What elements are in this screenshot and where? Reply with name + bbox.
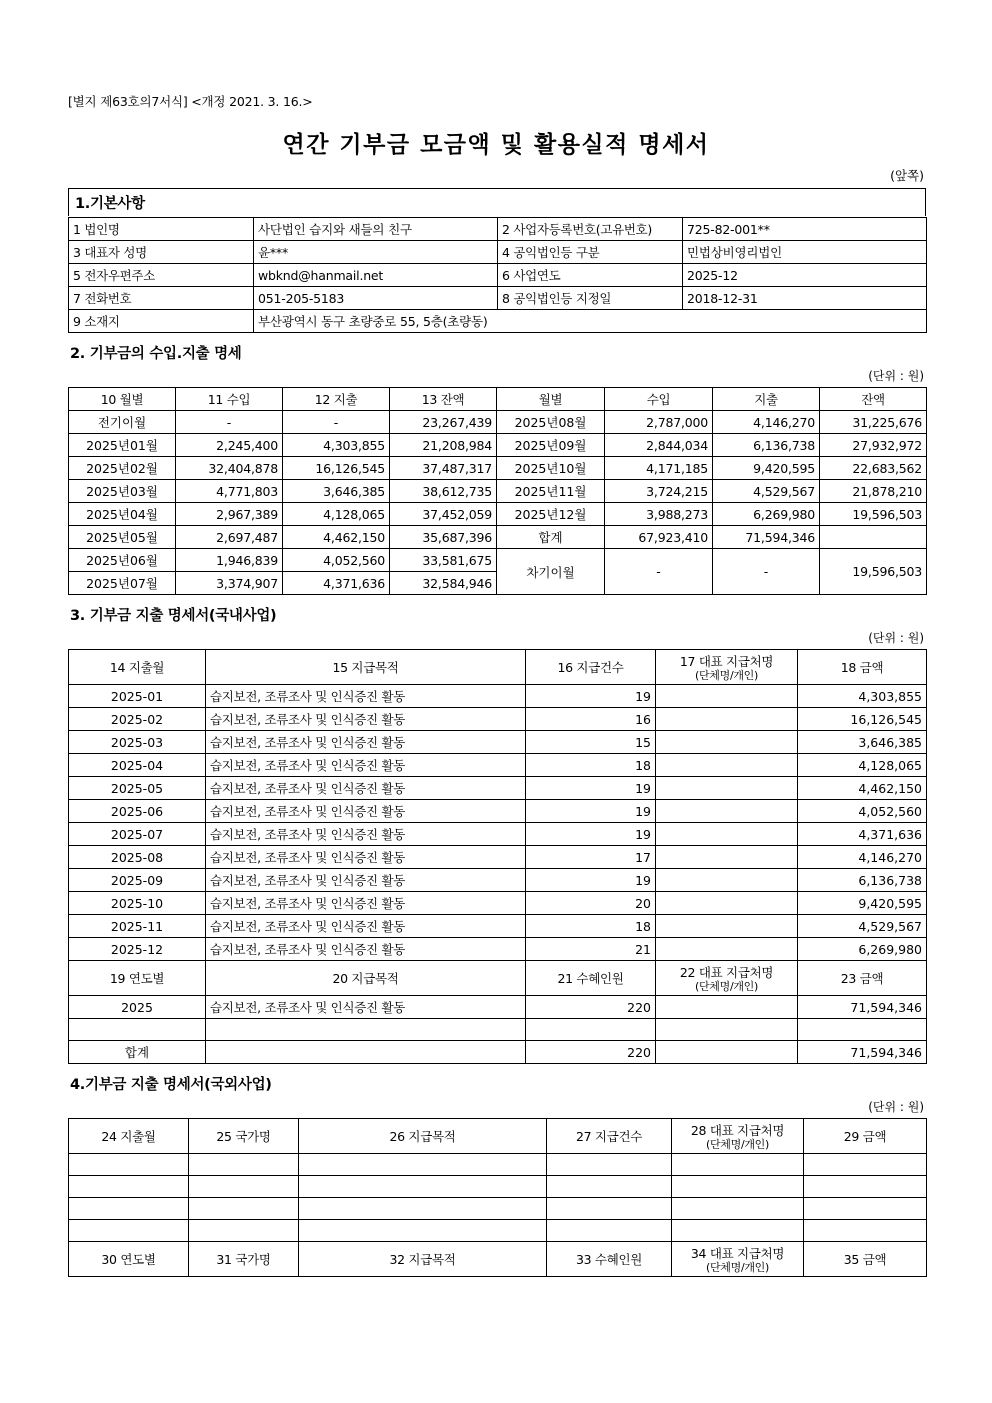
cell-income: 2,697,487 xyxy=(176,526,283,549)
cell-purpose: 습지보전, 조류조사 및 인식증진 활동 xyxy=(206,777,526,800)
cell-count: 17 xyxy=(526,846,656,869)
cell-month: 2025년12월 xyxy=(497,503,605,526)
label-biz-reg-no: 2 사업자등록번호(고유번호) xyxy=(498,218,683,241)
monthly-income-expense-table xyxy=(68,387,927,595)
cell-purpose: 습지보전, 조류조사 및 인식증진 활동 xyxy=(206,685,526,708)
cell-month: 2025년01월 xyxy=(69,434,176,457)
col-summary-amount: 23 금액 xyxy=(798,961,927,996)
cell-expense-month: 2025-07 xyxy=(69,823,206,846)
value-address: 부산광역시 동구 초량중로 55, 5층(초량동) xyxy=(254,310,927,333)
cell-balance: 37,452,059 xyxy=(390,503,497,526)
cell-balance: 35,687,396 xyxy=(390,526,497,549)
cell-count: 18 xyxy=(526,754,656,777)
cell-purpose xyxy=(299,1154,547,1176)
cell-income: 4,771,803 xyxy=(176,480,283,503)
cell-balance: 19,596,503 xyxy=(820,503,927,526)
table-row xyxy=(69,503,927,526)
table-row xyxy=(69,938,927,961)
cell-expense: 4,128,065 xyxy=(283,503,390,526)
cell-purpose: 습지보전, 조류조사 및 인식증진 활동 xyxy=(206,708,526,731)
cell-income: 3,374,907 xyxy=(176,572,283,595)
table-row xyxy=(69,310,927,333)
table-row xyxy=(69,287,927,310)
cell-purpose: 습지보전, 조류조사 및 인식증진 활동 xyxy=(206,892,526,915)
cell-expense: 4,303,855 xyxy=(283,434,390,457)
cell-month: 2025년02월 xyxy=(69,457,176,480)
cell-payee xyxy=(656,846,798,869)
col-payee-name-main: 28 대표 지급처명 xyxy=(690,1123,785,1139)
section2-unit-note: (단위 : 원) xyxy=(868,369,924,383)
document-content xyxy=(68,188,926,1277)
cell-expense: 16,126,545 xyxy=(283,457,390,480)
cell-payee xyxy=(656,777,798,800)
table-row xyxy=(69,823,927,846)
value-corp-name: 사단법인 습지와 새들의 친구 xyxy=(254,218,498,241)
cell-payee xyxy=(656,915,798,938)
cell-expense: 4,052,560 xyxy=(283,549,390,572)
col-country: 25 국가명 xyxy=(189,1119,299,1154)
cell-payee xyxy=(656,869,798,892)
cell-payee xyxy=(656,685,798,708)
cell-amount xyxy=(804,1176,927,1198)
cell-expense-month: 2025-12 xyxy=(69,938,206,961)
col-summary-purpose: 32 지급목적 xyxy=(299,1242,547,1277)
col-income-left: 11 수입 xyxy=(176,388,283,411)
cell-expense-month: 2025-09 xyxy=(69,869,206,892)
cell-payee xyxy=(672,1176,804,1198)
cell-total-beneficiaries: 220 xyxy=(526,1041,656,1064)
table-row xyxy=(69,480,927,503)
label-email: 5 전자우편주소 xyxy=(69,264,254,287)
domestic-expenditure-table xyxy=(68,649,927,1064)
label-representative: 3 대표자 성명 xyxy=(69,241,254,264)
table-row xyxy=(69,915,927,938)
page-title: 연간 기부금 모금액 및 활용실적 명세서 xyxy=(282,132,710,158)
cell-carryforward-label: 차기이월 xyxy=(497,549,605,595)
table-header-row xyxy=(69,1242,927,1277)
cell-count: 19 xyxy=(526,823,656,846)
table-row xyxy=(69,1154,927,1176)
cell-expense: 9,420,595 xyxy=(713,457,820,480)
col-payee-name-sub: (단체명/개인) xyxy=(705,1138,770,1152)
foreign-expenditure-table xyxy=(68,1118,927,1277)
cell-expense-month: 2025-05 xyxy=(69,777,206,800)
cell-expense-month xyxy=(69,1198,189,1220)
col-summary-payee-sub: (단체명/개인) xyxy=(694,980,759,994)
cell-expense-month: 2025-02 xyxy=(69,708,206,731)
col-amount: 29 금액 xyxy=(804,1119,927,1154)
cell-total-payee xyxy=(656,1041,798,1064)
cell-count xyxy=(547,1220,672,1242)
table-row xyxy=(69,218,927,241)
cell-income: 2,245,400 xyxy=(176,434,283,457)
col-payment-purpose: 15 지급목적 xyxy=(206,650,526,685)
col-expense-month: 24 지출월 xyxy=(69,1119,189,1154)
cell-year: 2025 xyxy=(69,996,206,1019)
cell-income: 2,787,000 xyxy=(605,411,713,434)
cell-income: 3,724,215 xyxy=(605,480,713,503)
cell-month: 2025년05월 xyxy=(69,526,176,549)
col-payee-name-sub: (단체명/개인) xyxy=(694,669,759,682)
col-balance-left: 13 잔액 xyxy=(390,388,497,411)
cell-amount xyxy=(804,1154,927,1176)
table-row xyxy=(69,846,927,869)
table-row xyxy=(69,241,927,264)
cell-purpose xyxy=(206,1019,526,1041)
cell-payee xyxy=(656,708,798,731)
cell-amount: 4,462,150 xyxy=(798,777,927,800)
cell-payee xyxy=(656,731,798,754)
cell-count xyxy=(547,1198,672,1220)
table-header-row xyxy=(69,388,927,411)
cell-country xyxy=(189,1154,299,1176)
table-header-row xyxy=(69,961,927,996)
cell-purpose: 습지보전, 조류조사 및 인식증진 활동 xyxy=(206,846,526,869)
cell-expense-month: 2025-11 xyxy=(69,915,206,938)
cell-purpose xyxy=(299,1176,547,1198)
section4-heading: 4.기부금 지출 명세서(국외사업) xyxy=(70,1077,272,1094)
cell-amount xyxy=(798,1019,927,1041)
cell-payee xyxy=(656,938,798,961)
table-row xyxy=(69,996,927,1019)
cell-purpose xyxy=(299,1198,547,1220)
cell-income: - xyxy=(176,411,283,434)
col-beneficiaries: 21 수혜인원 xyxy=(526,961,656,996)
table-row xyxy=(69,754,927,777)
cell-amount: 3,646,385 xyxy=(798,731,927,754)
cell-amount: 4,303,855 xyxy=(798,685,927,708)
table-row xyxy=(69,1198,927,1220)
cell-payee xyxy=(656,996,798,1019)
col-payee-name xyxy=(672,1119,804,1154)
col-payee-name xyxy=(656,650,798,685)
col-summary-payee xyxy=(672,1242,804,1277)
cell-expense-month xyxy=(69,1176,189,1198)
cell-expense: 4,529,567 xyxy=(713,480,820,503)
cell-expense: 6,136,738 xyxy=(713,434,820,457)
label-corp-type: 4 공익법인등 구분 xyxy=(498,241,683,264)
cell-purpose: 습지보전, 조류조사 및 인식증진 활동 xyxy=(206,823,526,846)
basic-info-table xyxy=(68,217,927,333)
cell-income: 4,171,185 xyxy=(605,457,713,480)
table-row xyxy=(69,411,927,434)
table-header-row xyxy=(69,1119,927,1154)
cell-expense-month: 2025-01 xyxy=(69,685,206,708)
col-summary-amount: 35 금액 xyxy=(804,1242,927,1277)
cell-expense-month: 2025-08 xyxy=(69,846,206,869)
table-row xyxy=(69,708,927,731)
table-row xyxy=(69,685,927,708)
cell-expense-month xyxy=(69,1220,189,1242)
cell-amount: 6,136,738 xyxy=(798,869,927,892)
cell-purpose: 습지보전, 조류조사 및 인식증진 활동 xyxy=(206,800,526,823)
cell-expense-month: 2025-06 xyxy=(69,800,206,823)
cell-count: 19 xyxy=(526,777,656,800)
cell-payee xyxy=(672,1154,804,1176)
cell-count: 21 xyxy=(526,938,656,961)
cell-count: 16 xyxy=(526,708,656,731)
cell-expense-month xyxy=(69,1154,189,1176)
cell-amount xyxy=(804,1198,927,1220)
col-month-right: 월별 xyxy=(497,388,605,411)
cell-country xyxy=(189,1198,299,1220)
cell-expense: 4,371,636 xyxy=(283,572,390,595)
section1-heading: 1.기본사항 xyxy=(68,188,926,216)
col-summary-payee-sub: (단체명/개인) xyxy=(705,1261,770,1275)
cell-balance: 21,878,210 xyxy=(820,480,927,503)
col-payment-purpose: 26 지급목적 xyxy=(299,1119,547,1154)
cell-amount: 6,269,980 xyxy=(798,938,927,961)
value-email: wbknd@hanmail.net xyxy=(254,264,498,287)
table-row xyxy=(69,526,927,549)
col-summary-payee-main: 22 대표 지급처명 xyxy=(679,965,774,981)
value-corp-type: 민법상비영리법인 xyxy=(683,241,927,264)
cell-income: 3,988,273 xyxy=(605,503,713,526)
table-total-row xyxy=(69,1041,927,1064)
cell-country xyxy=(189,1176,299,1198)
cell-amount: 71,594,346 xyxy=(798,996,927,1019)
cell-payee xyxy=(672,1198,804,1220)
cell-carryforward-balance: 19,596,503 xyxy=(820,549,927,595)
col-summary-payee xyxy=(656,961,798,996)
cell-expense-month: 2025-03 xyxy=(69,731,206,754)
section3-heading: 3. 기부금 지출 명세서(국내사업) xyxy=(70,608,277,624)
col-expense-month: 14 지출월 xyxy=(69,650,206,685)
cell-payee xyxy=(656,754,798,777)
cell-purpose: 습지보전, 조류조사 및 인식증진 활동 xyxy=(206,938,526,961)
cell-payee xyxy=(656,800,798,823)
cell-count: 19 xyxy=(526,685,656,708)
table-row xyxy=(69,800,927,823)
cell-amount: 4,529,567 xyxy=(798,915,927,938)
cell-balance: 32,584,946 xyxy=(390,572,497,595)
col-payee-name-main: 17 대표 지급처명 xyxy=(679,654,774,669)
cell-month: 2025년10월 xyxy=(497,457,605,480)
value-fiscal-year: 2025-12 xyxy=(683,264,927,287)
col-beneficiaries: 33 수혜인원 xyxy=(547,1242,672,1277)
cell-month: 2025년06월 xyxy=(69,549,176,572)
cell-balance: 27,932,972 xyxy=(820,434,927,457)
col-payment-count: 16 지급건수 xyxy=(526,650,656,685)
cell-income: 2,844,034 xyxy=(605,434,713,457)
cell-expense-month: 2025-04 xyxy=(69,754,206,777)
col-expense-left: 12 지출 xyxy=(283,388,390,411)
label-designation-date: 8 공익법인등 지정일 xyxy=(498,287,683,310)
table-row xyxy=(69,549,927,572)
col-income-right: 수입 xyxy=(605,388,713,411)
cell-purpose xyxy=(299,1220,547,1242)
table-row xyxy=(69,1220,927,1242)
cell-count: 19 xyxy=(526,869,656,892)
value-biz-reg-no: 725-82-001** xyxy=(683,218,927,241)
cell-income: 2,967,389 xyxy=(176,503,283,526)
label-fiscal-year: 6 사업연도 xyxy=(498,264,683,287)
cell-month: 2025년08월 xyxy=(497,411,605,434)
cell-amount: 9,420,595 xyxy=(798,892,927,915)
value-designation-date: 2018-12-31 xyxy=(683,287,927,310)
col-month-left: 10 월별 xyxy=(69,388,176,411)
cell-expense: 4,462,150 xyxy=(283,526,390,549)
cell-payee xyxy=(656,823,798,846)
cell-total-amount: 71,594,346 xyxy=(798,1041,927,1064)
cell-beneficiaries xyxy=(526,1019,656,1041)
cell-total-balance xyxy=(820,526,927,549)
cell-month: 전기이월 xyxy=(69,411,176,434)
cell-beneficiaries: 220 xyxy=(526,996,656,1019)
value-phone: 051-205-5183 xyxy=(254,287,498,310)
cell-amount: 4,371,636 xyxy=(798,823,927,846)
col-summary-payee-main: 34 대표 지급처명 xyxy=(690,1246,785,1262)
cell-balance: 22,683,562 xyxy=(820,457,927,480)
cell-count: 20 xyxy=(526,892,656,915)
cell-country xyxy=(189,1220,299,1242)
label-corp-name: 1 법인명 xyxy=(69,218,254,241)
col-payment-count: 27 지급건수 xyxy=(547,1119,672,1154)
col-summary-country: 31 국가명 xyxy=(189,1242,299,1277)
cell-amount: 4,146,270 xyxy=(798,846,927,869)
label-address: 9 소재지 xyxy=(69,310,254,333)
table-row xyxy=(69,869,927,892)
cell-carryforward-expense: - xyxy=(713,549,820,595)
cell-carryforward-income: - xyxy=(605,549,713,595)
cell-purpose: 습지보전, 조류조사 및 인식증진 활동 xyxy=(206,869,526,892)
value-representative: 윤*** xyxy=(254,241,498,264)
cell-expense-month: 2025-10 xyxy=(69,892,206,915)
col-balance-right: 잔액 xyxy=(820,388,927,411)
cell-payee xyxy=(656,1019,798,1041)
cell-purpose: 습지보전, 조류조사 및 인식증진 활동 xyxy=(206,754,526,777)
cell-count: 15 xyxy=(526,731,656,754)
cell-balance: 33,581,675 xyxy=(390,549,497,572)
table-row xyxy=(69,892,927,915)
cell-month: 2025년03월 xyxy=(69,480,176,503)
form-number: [별지 제63호의7서식] <개정 2021. 3. 16.> xyxy=(68,94,313,109)
table-row xyxy=(69,457,927,480)
table-row xyxy=(69,777,927,800)
cell-amount: 4,052,560 xyxy=(798,800,927,823)
cell-amount: 4,128,065 xyxy=(798,754,927,777)
cell-expense: 4,146,270 xyxy=(713,411,820,434)
cell-amount xyxy=(804,1220,927,1242)
cell-balance: 38,612,735 xyxy=(390,480,497,503)
cell-purpose: 습지보전, 조류조사 및 인식증진 활동 xyxy=(206,996,526,1019)
cell-balance: 31,225,676 xyxy=(820,411,927,434)
cell-expense: - xyxy=(283,411,390,434)
cell-balance: 21,208,984 xyxy=(390,434,497,457)
section2-heading: 2. 기부금의 수입.지출 명세 xyxy=(70,346,242,362)
cell-expense: 6,269,980 xyxy=(713,503,820,526)
cell-income: 32,404,878 xyxy=(176,457,283,480)
section3-unit-note: (단위 : 원) xyxy=(868,631,924,645)
cell-count xyxy=(547,1176,672,1198)
cell-month: 2025년04월 xyxy=(69,503,176,526)
col-amount: 18 금액 xyxy=(798,650,927,685)
cell-month: 2025년07월 xyxy=(69,572,176,595)
col-year: 30 연도별 xyxy=(69,1242,189,1277)
cell-month: 2025년09월 xyxy=(497,434,605,457)
cell-payee xyxy=(656,892,798,915)
cell-total-label: 합계 xyxy=(69,1041,206,1064)
label-phone: 7 전화번호 xyxy=(69,287,254,310)
cell-total-expense: 71,594,346 xyxy=(713,526,820,549)
table-row xyxy=(69,1176,927,1198)
cell-amount: 16,126,545 xyxy=(798,708,927,731)
cell-balance: 37,487,317 xyxy=(390,457,497,480)
cell-count: 19 xyxy=(526,800,656,823)
col-expense-right: 지출 xyxy=(713,388,820,411)
cell-balance: 23,267,439 xyxy=(390,411,497,434)
cell-income: 1,946,839 xyxy=(176,549,283,572)
cell-month: 2025년11월 xyxy=(497,480,605,503)
cell-year xyxy=(69,1019,206,1041)
table-header-row xyxy=(69,650,927,685)
cell-payee xyxy=(672,1220,804,1242)
cell-count: 18 xyxy=(526,915,656,938)
table-row xyxy=(69,434,927,457)
cell-total-label: 합계 xyxy=(497,526,605,549)
cell-purpose: 습지보전, 조류조사 및 인식증진 활동 xyxy=(206,731,526,754)
cell-expense: 3,646,385 xyxy=(283,480,390,503)
table-row xyxy=(69,731,927,754)
col-summary-purpose: 20 지급목적 xyxy=(206,961,526,996)
cell-purpose: 습지보전, 조류조사 및 인식증진 활동 xyxy=(206,915,526,938)
cell-total-income: 67,923,410 xyxy=(605,526,713,549)
table-row xyxy=(69,1019,927,1041)
col-year: 19 연도별 xyxy=(69,961,206,996)
table-row xyxy=(69,264,927,287)
page-side-marker: (앞쪽) xyxy=(890,168,924,183)
cell-count xyxy=(547,1154,672,1176)
section4-unit-note: (단위 : 원) xyxy=(868,1100,924,1115)
cell-total-purpose xyxy=(206,1041,526,1064)
